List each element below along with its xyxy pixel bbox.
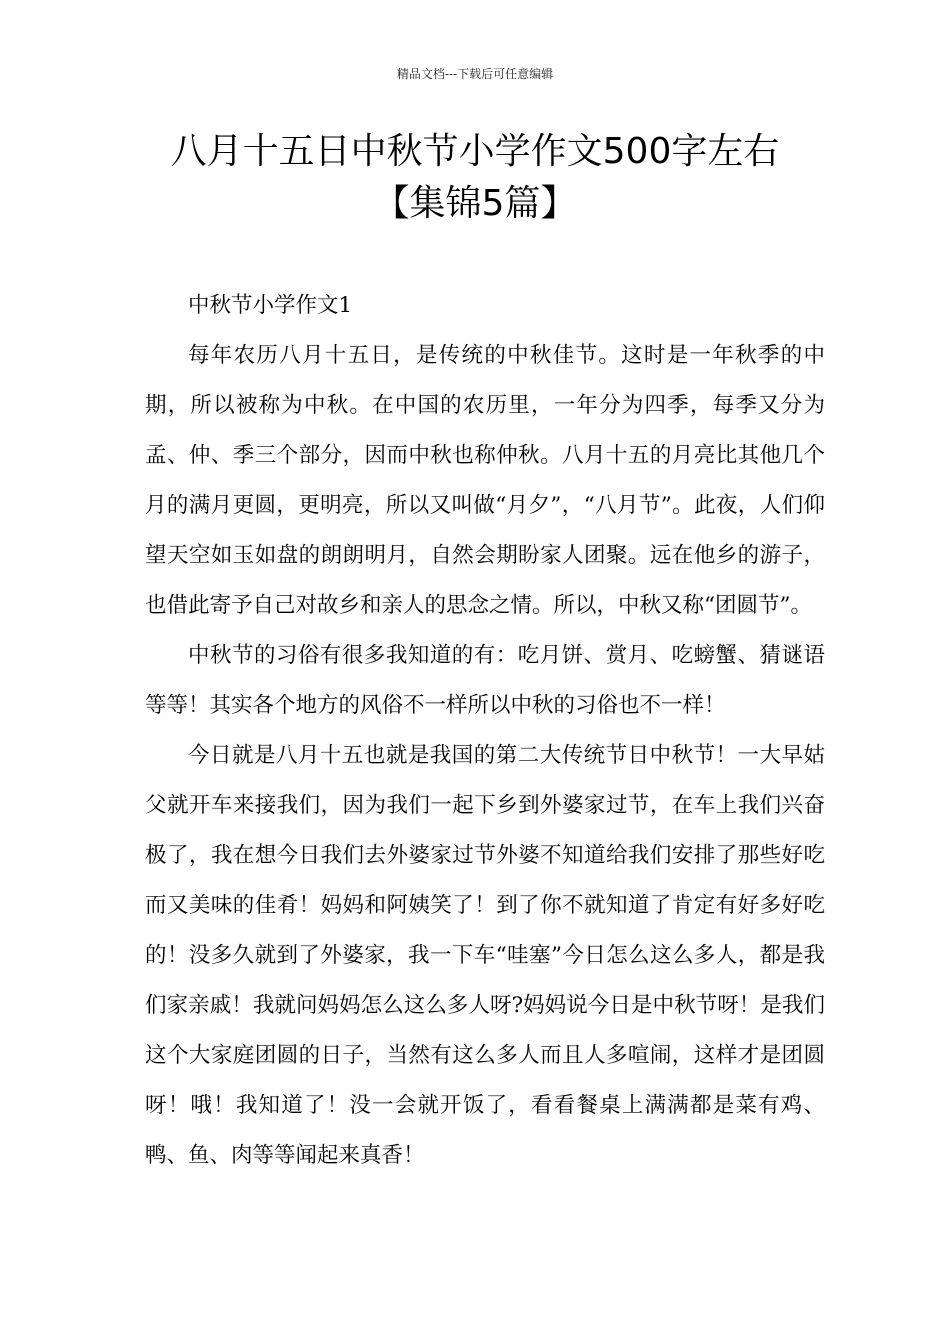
paragraph-1: 每年农历八月十五日，是传统的中秋佳节。这时是一年秋季的中期，所以被称为中秋。在中国的农历里，一年分为四季，每季又分为孟、仲、季三个部分，因而中秋也称仲秋。八月十五的月亮比其他几个月的满月更圆，更明亮，所以又叫做“月夕”，“八月节”。此夜，人们仰望天空如玉如盘的朗朗明月，自然会期盼家人团聚。远在他乡的游子，也借此寄予自己对故乡和亲人的思念之情。所以，中秋又称“团圆节”。 [145,343,825,618]
paragraph-2: 中秋节的习俗有很多我知道的有：吃月饼、赏月、吃螃蟹、猜谜语等等！其实各个地方的风俗不一样所以中秋的习俗也不一样！ [145,643,825,718]
title-line-1: 八月十五日中秋节小学作文500字左右 [170,131,780,172]
document-body [145,281,825,1181]
paragraph-3: 今日就是八月十五也就是我国的第二大传统节日中秋节！一大早姑父就开车来接我们，因为我们一起下乡到外婆家过节，在车上我们兴奋极了，我在想今日我们去外婆家过节外婆不知道给我们安排了那些好吃而又美味的佳肴！妈妈和阿姨笑了！到了你不就知道了肯定有好多好吃的！没多久就到了外婆家，我一下车“哇塞”今日怎么这么多人，都是我们家亲戚！我就问妈妈怎么这么多人呀?妈妈说今日是中秋节呀！是我们这个大家庭团圆的日子，当然有这么多人而且人多喧闹，这样才是团圆呀！哦！我知道了！没一会就开饭了，看看餐桌上满满都是菜有鸡、鸭、鱼、肉等等闻起来真香！ [145,743,825,1168]
document-title [100,126,850,230]
header-note: 精品文档---下载后可任意编辑 [396,67,554,81]
title-line-2: 【集锦5篇】 [373,183,577,224]
section-heading: 中秋节小学作文1 [188,293,353,318]
